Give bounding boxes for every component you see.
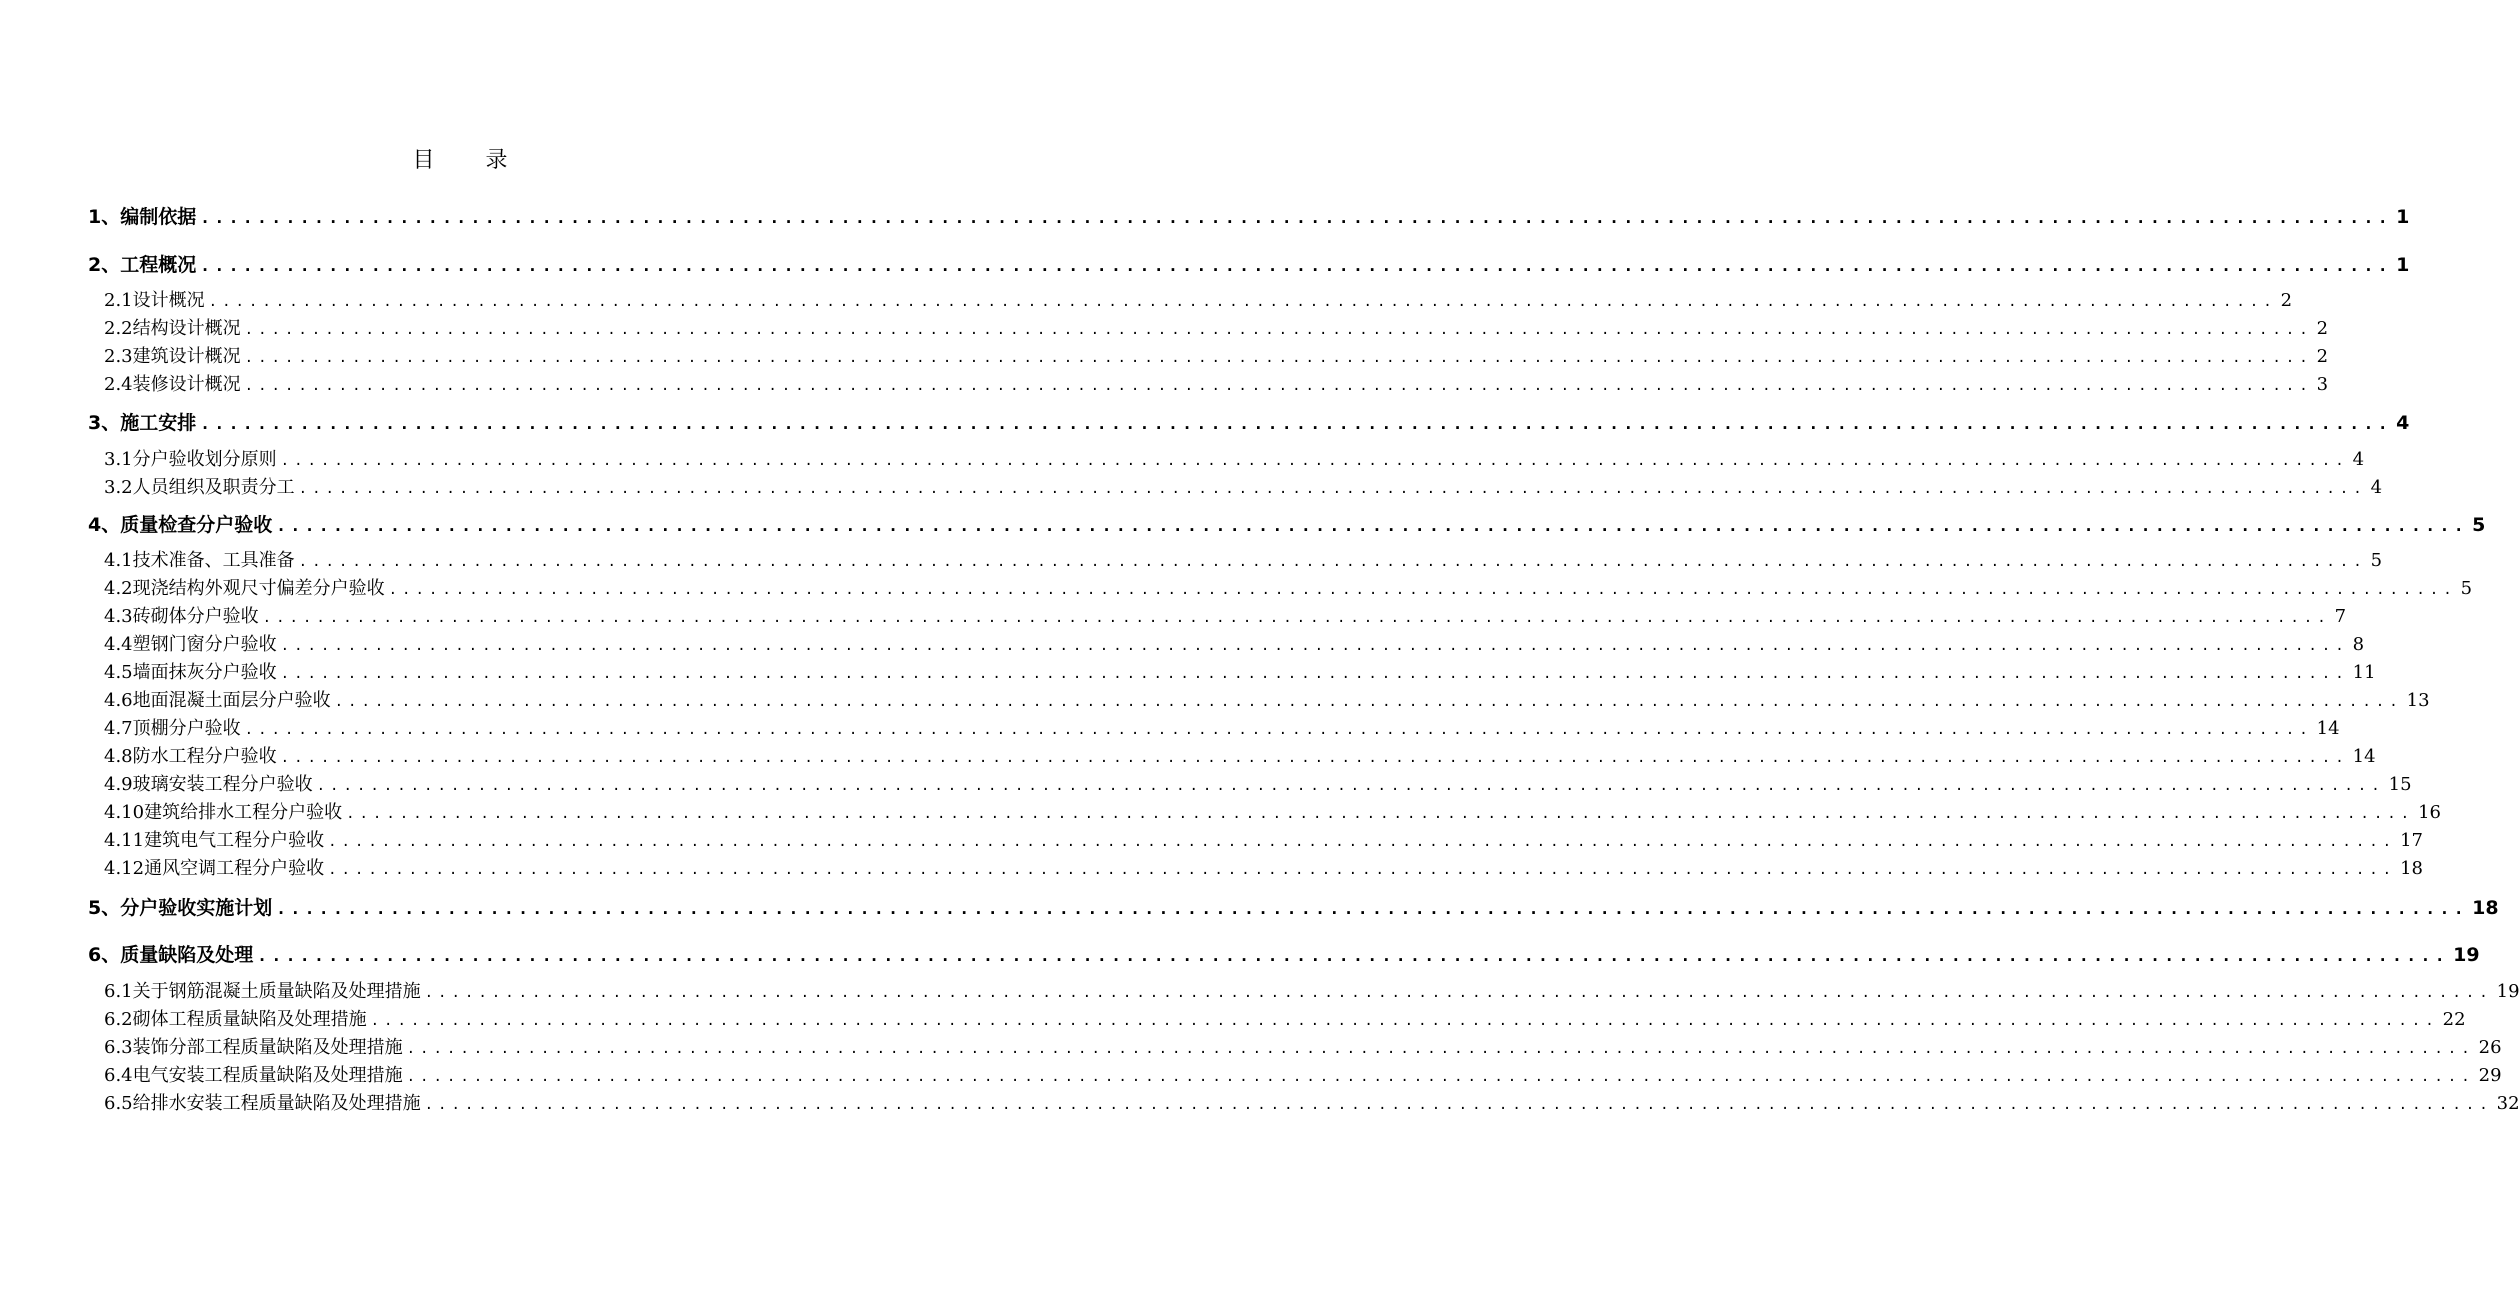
toc-entry[interactable] [104, 772, 2412, 798]
entry-label: 4.7顶棚分户验收 [104, 718, 241, 739]
entry-label: 3、施工安排 [88, 412, 197, 434]
toc-entry[interactable] [104, 1035, 2502, 1061]
entry-label: 4.2现浇结构外观尺寸偏差分户验收 [104, 578, 385, 599]
toc-entry[interactable] [104, 828, 2424, 854]
entry-label: 4.10建筑给排水工程分户验收 [104, 802, 343, 823]
dot-leader: .......................................................................................................................................................... [406, 1041, 2475, 1057]
entry-label: 4.1技术准备、工具准备 [104, 550, 295, 571]
page-number: 26 [2478, 1037, 2502, 1058]
dot-leader: .......................................................................................................................................................... [298, 554, 2367, 570]
page-number: 18 [2400, 858, 2424, 879]
page-number: 16 [2418, 802, 2442, 823]
page-number: 15 [2388, 774, 2412, 795]
toc-entry[interactable] [104, 475, 2383, 501]
dot-leader: .......................................................................................................................................................... [200, 414, 2393, 433]
entry-label: 4.3砖砌体分户验收 [104, 606, 259, 627]
toc-entry[interactable] [104, 744, 2376, 770]
toc-entry[interactable] [104, 979, 2520, 1005]
dot-leader: .......................................................................................................................................................... [208, 294, 2277, 310]
dot-leader: .......................................................................................................................................................... [262, 610, 2331, 626]
dot-leader: .......................................................................................................................................................... [370, 1013, 2439, 1029]
entry-label: 5、分户验收实施计划 [88, 897, 273, 919]
page-number: 5 [2472, 514, 2486, 536]
page-number: 8 [2352, 634, 2365, 655]
page-number: 2 [2316, 346, 2329, 367]
dot-leader: .......................................................................................................................................................... [280, 750, 2349, 766]
dot-leader: .......................................................................................................................................................... [406, 1069, 2475, 1085]
toc-entry[interactable] [88, 203, 2410, 231]
toc-entry[interactable] [104, 688, 2430, 714]
toc-entry[interactable] [88, 941, 2480, 969]
entry-label: 4.12通风空调工程分户验收 [104, 858, 325, 879]
dot-leader: .......................................................................................................................................................... [424, 1097, 2493, 1113]
entry-label: 2.1设计概况 [104, 290, 205, 311]
dot-leader: .......................................................................................................................................................... [328, 834, 2397, 850]
dot-leader: .......................................................................................................................................................... [244, 322, 2313, 338]
entry-label: 1、编制依据 [88, 206, 197, 228]
entry-label: 6、质量缺陷及处理 [88, 944, 254, 966]
dot-leader: .......................................................................................................................................................... [244, 722, 2313, 738]
toc-entry[interactable] [104, 632, 2365, 658]
toc-entry[interactable] [104, 1063, 2502, 1089]
toc-entry[interactable] [104, 447, 2365, 473]
entry-label: 6.1关于钢筋混凝土质量缺陷及处理措施 [104, 981, 421, 1002]
dot-leader: .......................................................................................................................................................... [328, 862, 2397, 878]
dot-leader: .......................................................................................................................................................... [200, 256, 2393, 275]
page-number: 17 [2400, 830, 2424, 851]
entry-label: 3.1分户验收划分原则 [104, 449, 277, 470]
toc-entry[interactable] [88, 409, 2410, 437]
page-number: 14 [2316, 718, 2340, 739]
toc-entry[interactable] [104, 344, 2329, 370]
page-number: 1 [2396, 254, 2410, 276]
dot-leader: .......................................................................................................................................................... [334, 694, 2403, 710]
page-number: 2 [2316, 318, 2329, 339]
entry-label: 6.3装饰分部工程质量缺陷及处理措施 [104, 1037, 403, 1058]
page-number: 19 [2453, 944, 2480, 966]
dot-leader: .......................................................................................................................................................... [280, 453, 2349, 469]
page-number: 4 [2370, 477, 2383, 498]
page-number: 11 [2352, 662, 2376, 683]
dot-leader: .......................................................................................................................................................... [244, 350, 2313, 366]
toc-entry[interactable] [104, 800, 2442, 826]
page-number: 1 [2396, 206, 2410, 228]
dot-leader: .......................................................................................................................................................... [346, 806, 2415, 822]
toc-entry[interactable] [104, 316, 2329, 342]
toc-entry[interactable] [104, 288, 2293, 314]
dot-leader: .......................................................................................................................................................... [244, 378, 2313, 394]
page-number: 4 [2352, 449, 2365, 470]
toc-entry[interactable] [104, 548, 2383, 574]
dot-leader: .......................................................................................................................................................... [276, 516, 2469, 535]
entry-label: 4.5墙面抹灰分户验收 [104, 662, 277, 683]
page-number: 2 [2280, 290, 2293, 311]
page-number: 3 [2316, 374, 2329, 395]
toc-entry[interactable] [88, 511, 2486, 539]
page-number: 32 [2496, 1093, 2520, 1114]
toc-entry[interactable] [88, 894, 2499, 922]
page-number: 18 [2472, 897, 2499, 919]
page-number: 4 [2396, 412, 2410, 434]
entry-label: 2.2结构设计概况 [104, 318, 241, 339]
dot-leader: .......................................................................................................................................................... [424, 985, 2493, 1001]
dot-leader: .......................................................................................................................................................... [298, 481, 2367, 497]
page-number: 7 [2334, 606, 2347, 627]
page-number: 14 [2352, 746, 2376, 767]
entry-label: 2.3建筑设计概况 [104, 346, 241, 367]
dot-leader: .......................................................................................................................................................... [316, 778, 2385, 794]
entry-label: 4.4塑钢门窗分户验收 [104, 634, 277, 655]
toc-entry[interactable] [88, 251, 2410, 279]
page-number: 22 [2442, 1009, 2466, 1030]
toc-entry[interactable] [104, 716, 2340, 742]
dot-leader: .......................................................................................................................................................... [388, 582, 2457, 598]
toc-entry[interactable] [104, 604, 2347, 630]
dot-leader: .......................................................................................................................................................... [280, 638, 2349, 654]
page-number: 5 [2460, 578, 2473, 599]
entry-label: 3.2人员组织及职责分工 [104, 477, 295, 498]
entry-label: 2、工程概况 [88, 254, 197, 276]
entry-label: 4.11建筑电气工程分户验收 [104, 830, 325, 851]
page-number: 19 [2496, 981, 2520, 1002]
entry-label: 6.2砌体工程质量缺陷及处理措施 [104, 1009, 367, 1030]
toc-entry[interactable] [104, 372, 2329, 398]
entry-label: 6.5给排水安装工程质量缺陷及处理措施 [104, 1093, 421, 1114]
toc-entry[interactable] [104, 856, 2424, 882]
entry-label: 4.6地面混凝土面层分户验收 [104, 690, 331, 711]
dot-leader: .......................................................................................................................................................... [257, 946, 2450, 965]
entry-label: 4、质量检查分户验收 [88, 514, 273, 536]
entry-label: 4.8防水工程分户验收 [104, 746, 277, 767]
page-number: 29 [2478, 1065, 2502, 1086]
dot-leader: .......................................................................................................................................................... [200, 208, 2393, 227]
page-number: 13 [2406, 690, 2430, 711]
dot-leader: .......................................................................................................................................................... [276, 899, 2469, 918]
toc-title: 目 录 [412, 148, 530, 173]
entry-label: 6.4电气安装工程质量缺陷及处理措施 [104, 1065, 403, 1086]
toc-entry[interactable] [104, 1007, 2466, 1033]
entry-label: 4.9玻璃安装工程分户验收 [104, 774, 313, 795]
toc-entry[interactable] [104, 576, 2473, 602]
toc-entry[interactable] [104, 1091, 2520, 1117]
entry-label: 2.4装修设计概况 [104, 374, 241, 395]
toc-entry[interactable] [104, 660, 2376, 686]
dot-leader: .......................................................................................................................................................... [280, 666, 2349, 682]
page-number: 5 [2370, 550, 2383, 571]
